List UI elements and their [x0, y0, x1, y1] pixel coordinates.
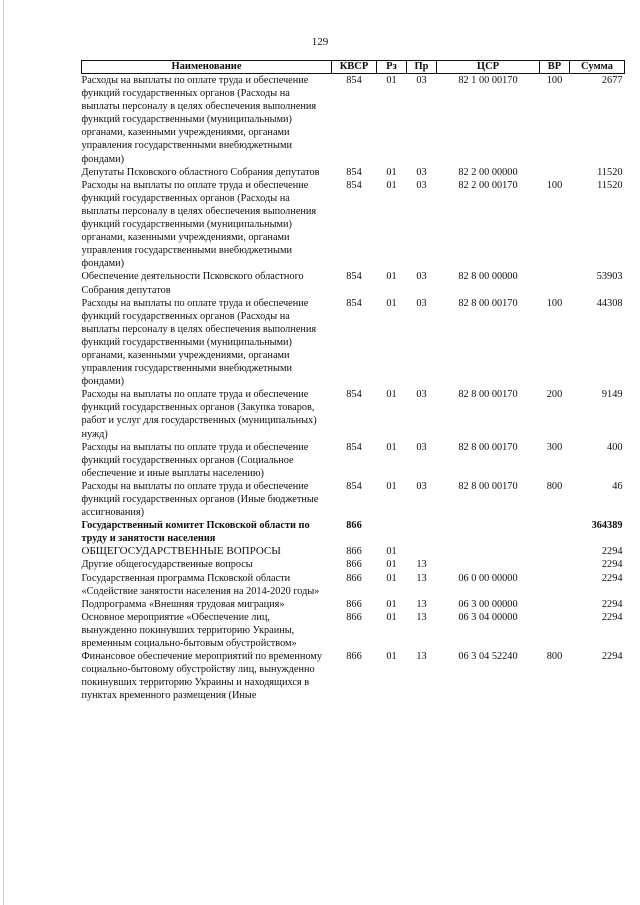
- scan-edge-line: [3, 0, 4, 905]
- table-row: [82, 388, 625, 440]
- cell-csr: 82 8 00 00170: [458, 480, 518, 492]
- cell-pr: 13: [416, 559, 427, 571]
- cell-csr: 06 0 00 00000: [458, 572, 518, 584]
- cell-csr: 82 2 00 00000: [458, 166, 518, 178]
- header-rz: Рз: [377, 61, 407, 74]
- table-row: [82, 480, 625, 519]
- cell-csr: [437, 558, 540, 571]
- cell-pr: 13: [416, 651, 427, 663]
- table-header: [82, 61, 625, 74]
- cell-vr: 800: [546, 651, 563, 663]
- table-row: [82, 545, 625, 558]
- cell-sum: 2294: [601, 598, 623, 610]
- cell-pr: 13: [416, 611, 427, 623]
- cell-pr: 03: [416, 179, 427, 191]
- cell-vr: [540, 611, 570, 650]
- cell-name: Другие общегосударственные вопросы: [81, 559, 253, 571]
- cell-name: Расходы на выплаты по оплате труда и обеспечение функций государственных органов (Закупка товаров, работ и услуг для государственных (муниципальных) нужд): [81, 389, 317, 440]
- table-row: [82, 572, 625, 598]
- cell-pr: [407, 545, 437, 558]
- cell-rz: 01: [386, 480, 397, 492]
- table-row: [82, 611, 625, 650]
- cell-vr: [540, 598, 570, 611]
- cell-vr: [540, 545, 570, 558]
- header-csr: ЦСР: [437, 61, 540, 74]
- cell-sum: 2294: [601, 611, 623, 623]
- budget-table: [81, 60, 625, 703]
- cell-vr: 100: [546, 75, 563, 86]
- cell-rz: 01: [386, 166, 397, 178]
- table-row: [82, 166, 625, 179]
- cell-csr: 06 3 00 00000: [458, 598, 518, 610]
- cell-rz: 01: [386, 179, 397, 191]
- cell-kvsr: 866: [346, 520, 362, 532]
- cell-kvsr: 866: [346, 651, 362, 663]
- cell-name: Подпрограмма «Внешняя трудовая миграция»: [81, 598, 285, 610]
- cell-sum: 46: [612, 480, 623, 492]
- table-row: [82, 558, 625, 571]
- cell-vr: 200: [546, 389, 563, 401]
- cell-vr: 300: [546, 441, 563, 453]
- header-vr: ВР: [540, 61, 570, 74]
- cell-rz: 01: [386, 441, 397, 453]
- cell-csr: 82 8 00 00170: [458, 441, 518, 453]
- table-body: [82, 74, 625, 703]
- header-name: Наименование: [82, 61, 332, 74]
- cell-rz: 01: [386, 572, 397, 584]
- cell-sum: 2294: [601, 546, 623, 558]
- cell-name: ОБЩЕГОСУДАРСТВЕННЫЕ ВОПРОСЫ: [81, 545, 281, 558]
- cell-sum: 11520: [597, 179, 623, 191]
- cell-csr: 82 8 00 00170: [458, 297, 518, 309]
- cell-name: Расходы на выплаты по оплате труда и обеспечение функций государственных органов (Иные бюджетные ассигнования): [81, 480, 319, 519]
- cell-sum: 44308: [596, 297, 623, 309]
- table-row: [82, 270, 625, 296]
- cell-kvsr: 866: [346, 572, 362, 584]
- cell-csr: 06 3 04 00000: [458, 611, 518, 623]
- cell-rz: 01: [386, 611, 397, 623]
- cell-pr: 13: [416, 598, 427, 610]
- cell-kvsr: 866: [346, 559, 362, 571]
- cell-rz: 01: [386, 297, 397, 309]
- cell-kvsr: 854: [346, 441, 362, 453]
- cell-kvsr: 854: [346, 297, 362, 309]
- cell-sum: 2294: [601, 559, 623, 571]
- table-row: [82, 598, 625, 611]
- cell-pr: 03: [416, 166, 427, 178]
- cell-rz: 01: [386, 598, 397, 610]
- cell-rz: 01: [386, 651, 397, 663]
- cell-sum: 364389: [591, 520, 623, 532]
- cell-kvsr: 866: [346, 546, 362, 558]
- cell-kvsr: 854: [346, 271, 362, 283]
- cell-sum: 2294: [601, 572, 623, 584]
- cell-sum: 11520: [597, 166, 623, 178]
- cell-csr: 82 8 00 00000: [458, 271, 518, 283]
- cell-pr: 03: [416, 389, 427, 401]
- cell-name: Депутаты Псковского областного Собрания депутатов: [81, 166, 320, 178]
- cell-name: Основное мероприятие «Обеспечение лиц, вынужденно покинувших территорию Украины, временным социально-бытовым обустройством»: [81, 611, 297, 650]
- cell-csr: [437, 545, 540, 558]
- cell-vr: 100: [546, 297, 563, 309]
- cell-kvsr: 854: [346, 166, 362, 178]
- cell-vr: [540, 558, 570, 571]
- cell-name: Расходы на выплаты по оплате труда и обеспечение функций государственных органов (Расходы на выплаты персоналу в целях обеспечения выполнения функций государственными (муниципальными) органами, казенными учреждениями, органами управления государственными внебюджетными фондами): [81, 179, 317, 270]
- header-kvsr: КВСР: [332, 61, 377, 74]
- cell-pr: 03: [416, 271, 427, 283]
- table-row: [82, 519, 625, 545]
- cell-rz: 01: [386, 389, 397, 401]
- cell-name: Финансовое обеспечение мероприятий по временному социально-бытовому обустройству лиц, вынужденно покинувших территорию Украины и находящихся в пунктах временного размещения (Иные: [81, 651, 322, 702]
- table-row: [82, 74, 625, 166]
- cell-sum: 400: [607, 441, 623, 453]
- table-row: [82, 179, 625, 271]
- cell-name: Расходы на выплаты по оплате труда и обеспечение функций государственных органов (Социальное обеспечение и иные выплаты населению): [81, 441, 309, 479]
- cell-csr: 82 1 00 00170: [458, 75, 518, 86]
- header-sum: Сумма: [570, 61, 625, 74]
- cell-vr: [540, 519, 570, 545]
- cell-sum: 9149: [601, 389, 623, 401]
- header-pr: Пр: [407, 61, 437, 74]
- cell-csr: 82 8 00 00170: [458, 389, 518, 401]
- cell-pr: 13: [416, 572, 427, 584]
- cell-name: Государственная программа Псковской области «Содействие занятости населения на 2014-2020 годы»: [81, 572, 320, 597]
- cell-csr: 06 3 04 52240: [458, 651, 518, 663]
- cell-vr: [540, 166, 570, 179]
- table-row: [82, 650, 625, 702]
- cell-sum: 2294: [601, 651, 623, 663]
- cell-pr: 03: [416, 297, 427, 309]
- cell-rz: [377, 519, 407, 545]
- cell-rz: 01: [386, 75, 397, 86]
- cell-vr: 800: [546, 480, 563, 492]
- cell-rz: 01: [386, 546, 397, 558]
- cell-sum: 2677: [601, 75, 623, 86]
- table-row: [82, 297, 625, 389]
- cell-pr: 03: [416, 441, 427, 453]
- cell-kvsr: 854: [346, 179, 362, 191]
- cell-name: Расходы на выплаты по оплате труда и обеспечение функций государственных органов (Расходы на выплаты персоналу в целях обеспечения выполнения функций государственными (муниципальными) органами, казенными учреждениями, органами управления государственными внебюджетными фондами): [81, 75, 317, 165]
- page-number: 129: [311, 36, 329, 48]
- cell-kvsr: 866: [346, 598, 362, 610]
- cell-pr: 03: [416, 75, 427, 86]
- cell-name: Расходы на выплаты по оплате труда и обеспечение функций государственных органов (Расходы на выплаты персоналу в целях обеспечения выполнения функций государственными (муниципальными) органами, казенными учреждениями, органами управления государственными внебюджетными фондами): [81, 297, 317, 388]
- cell-pr: [407, 519, 437, 545]
- cell-vr: 100: [546, 179, 563, 191]
- cell-vr: [540, 572, 570, 598]
- cell-csr: [437, 519, 540, 545]
- cell-kvsr: 854: [346, 480, 362, 492]
- cell-kvsr: 854: [346, 389, 362, 401]
- table-row: [82, 441, 625, 480]
- cell-rz: 01: [386, 559, 397, 571]
- cell-pr: 03: [416, 480, 427, 492]
- cell-rz: 01: [386, 271, 397, 283]
- cell-kvsr: 866: [346, 611, 362, 623]
- cell-vr: [540, 270, 570, 296]
- cell-sum: 53903: [596, 271, 623, 283]
- cell-csr: 82 2 00 00170: [458, 179, 518, 191]
- cell-name: Обеспечение деятельности Псковского областного Собрания депутатов: [81, 271, 304, 296]
- cell-name: Государственный комитет Псковской области по труду и занятости населения: [81, 520, 310, 545]
- cell-kvsr: 854: [346, 75, 362, 86]
